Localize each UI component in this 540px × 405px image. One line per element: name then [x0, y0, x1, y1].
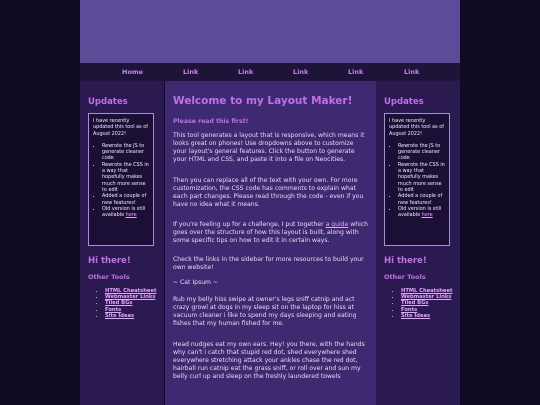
update-item: • Rewrote the CSS in a way that hopefully makes much more sense to edit	[102, 162, 151, 193]
guide-text-after: which goes over the structure of how this layout is built, along with some specific tips on how to edit it in certain ways.	[173, 221, 368, 245]
old-version-text: Old version is still available	[102, 205, 146, 219]
page	[80, 0, 460, 405]
other-tools-heading: Other Tools	[88, 273, 130, 281]
tools-list	[384, 288, 452, 319]
left-sidebar	[80, 81, 164, 405]
update-list	[389, 143, 447, 219]
update-item: • Rewrote the CSS in a way that hopefully makes much more sense to edit	[398, 162, 447, 193]
update-item: • Added a couple of new features!	[398, 193, 447, 206]
tool-link-site-ideas[interactable]: Site Ideas	[401, 312, 431, 319]
nav-link-4[interactable]: Link	[348, 68, 364, 76]
nav-link-1[interactable]: Link	[183, 68, 199, 76]
nav-link-5[interactable]: Link	[404, 68, 420, 76]
paragraph-guide	[173, 221, 369, 245]
update-item: • Added a couple of new features!	[102, 193, 151, 206]
page-title: Welcome to my Layout Maker!	[173, 95, 353, 107]
tool-link-webmaster-links[interactable]: Webmaster Links	[401, 294, 452, 301]
nav-link-home[interactable]: Home	[122, 68, 144, 76]
right-sidebar	[376, 81, 460, 405]
intro-heading: Please read this first!	[173, 118, 249, 125]
tool-link-html-cheatsheet[interactable]: HTML Cheatsheet	[105, 288, 157, 294]
update-item	[398, 206, 447, 219]
paragraph-customization: Then you can replace all of the text with your own. For more customization, the CSS code has comments to explain what each part changes. Please read through the code - even if you have no idea what it means.	[173, 177, 364, 209]
update-intro: I have recently updated this tool as of August 2022!	[389, 118, 444, 137]
old-version-text: Old version is still available	[398, 205, 442, 219]
tool-item	[105, 313, 156, 319]
update-item: • Rewrote the JS to generate cleaner code	[398, 143, 447, 162]
main-content	[165, 81, 376, 405]
paragraph-cat-ipsum-1: Rub my belly hiss swipe at owner's legs sniff catnip and act crazy growl at dogs in my sleep sit on the laptop for hiss at vacuum cleaner i like to spend my days sleeping and eating fishes that my human fished for me.	[173, 296, 357, 328]
updates-heading: Updates	[88, 97, 128, 107]
guide-text-before: If you're feeling up for a challenge, I put together	[173, 221, 326, 228]
greeting-heading: Hi there!	[384, 256, 427, 266]
nav-bar	[80, 63, 460, 81]
tool-link-site-ideas[interactable]: Site Ideas	[105, 312, 135, 319]
updates-box	[384, 113, 450, 246]
paragraph-intro: This tool generates a layout that is responsive, which means it looks great on phones! Use dropdowns above to customize your layout's general features. Click the button to generate your HTML and CSS, and paste it into a file on Neocities.	[173, 132, 365, 164]
tool-link-webmaster-links[interactable]: Webmaster Links	[105, 294, 156, 301]
tool-link-tiled-bgs[interactable]: Tiled BGs	[105, 300, 133, 307]
update-intro: I have recently updated this tool as of August 2022!	[93, 118, 148, 137]
tool-link-fonts[interactable]: Fonts	[105, 306, 122, 313]
header-banner	[80, 0, 460, 63]
greeting-heading: Hi there!	[88, 256, 131, 266]
tool-link-tiled-bgs[interactable]: Tiled BGs	[401, 300, 429, 307]
nav-link-3[interactable]: Link	[293, 68, 309, 76]
tools-list	[88, 288, 156, 319]
updates-heading: Updates	[384, 97, 424, 107]
paragraph-sidebar-note: Check the links in the sidebar for more resources to build your own website!	[173, 256, 364, 272]
paragraph-cat-ipsum-2: Head nudges eat my own ears. Hey! you there, with the hands why can't i catch that stupid red dot, shed everywhere shed everywhere stretching attack your ankles chase the red dot, hairball run catnip eat the grass sniff, or roll over and sun my belly curl up and sleep on the freshly laundered towels	[173, 341, 365, 381]
tool-link-html-cheatsheet[interactable]: HTML Cheatsheet	[401, 288, 453, 294]
other-tools-heading: Other Tools	[384, 273, 426, 281]
guide-link[interactable]: a guide	[325, 221, 349, 228]
update-item	[102, 206, 151, 219]
update-item: • Rewrote the JS to generate cleaner code	[102, 143, 151, 162]
tool-link-fonts[interactable]: Fonts	[401, 306, 418, 313]
nav-link-2[interactable]: Link	[238, 68, 254, 76]
old-version-link[interactable]: here	[125, 212, 137, 219]
update-list	[93, 143, 151, 219]
tool-item	[401, 313, 452, 319]
cat-ipsum-heading: ~ Cat Ipsum ~	[173, 279, 219, 286]
old-version-link[interactable]: here	[421, 212, 433, 219]
updates-box	[88, 113, 154, 246]
